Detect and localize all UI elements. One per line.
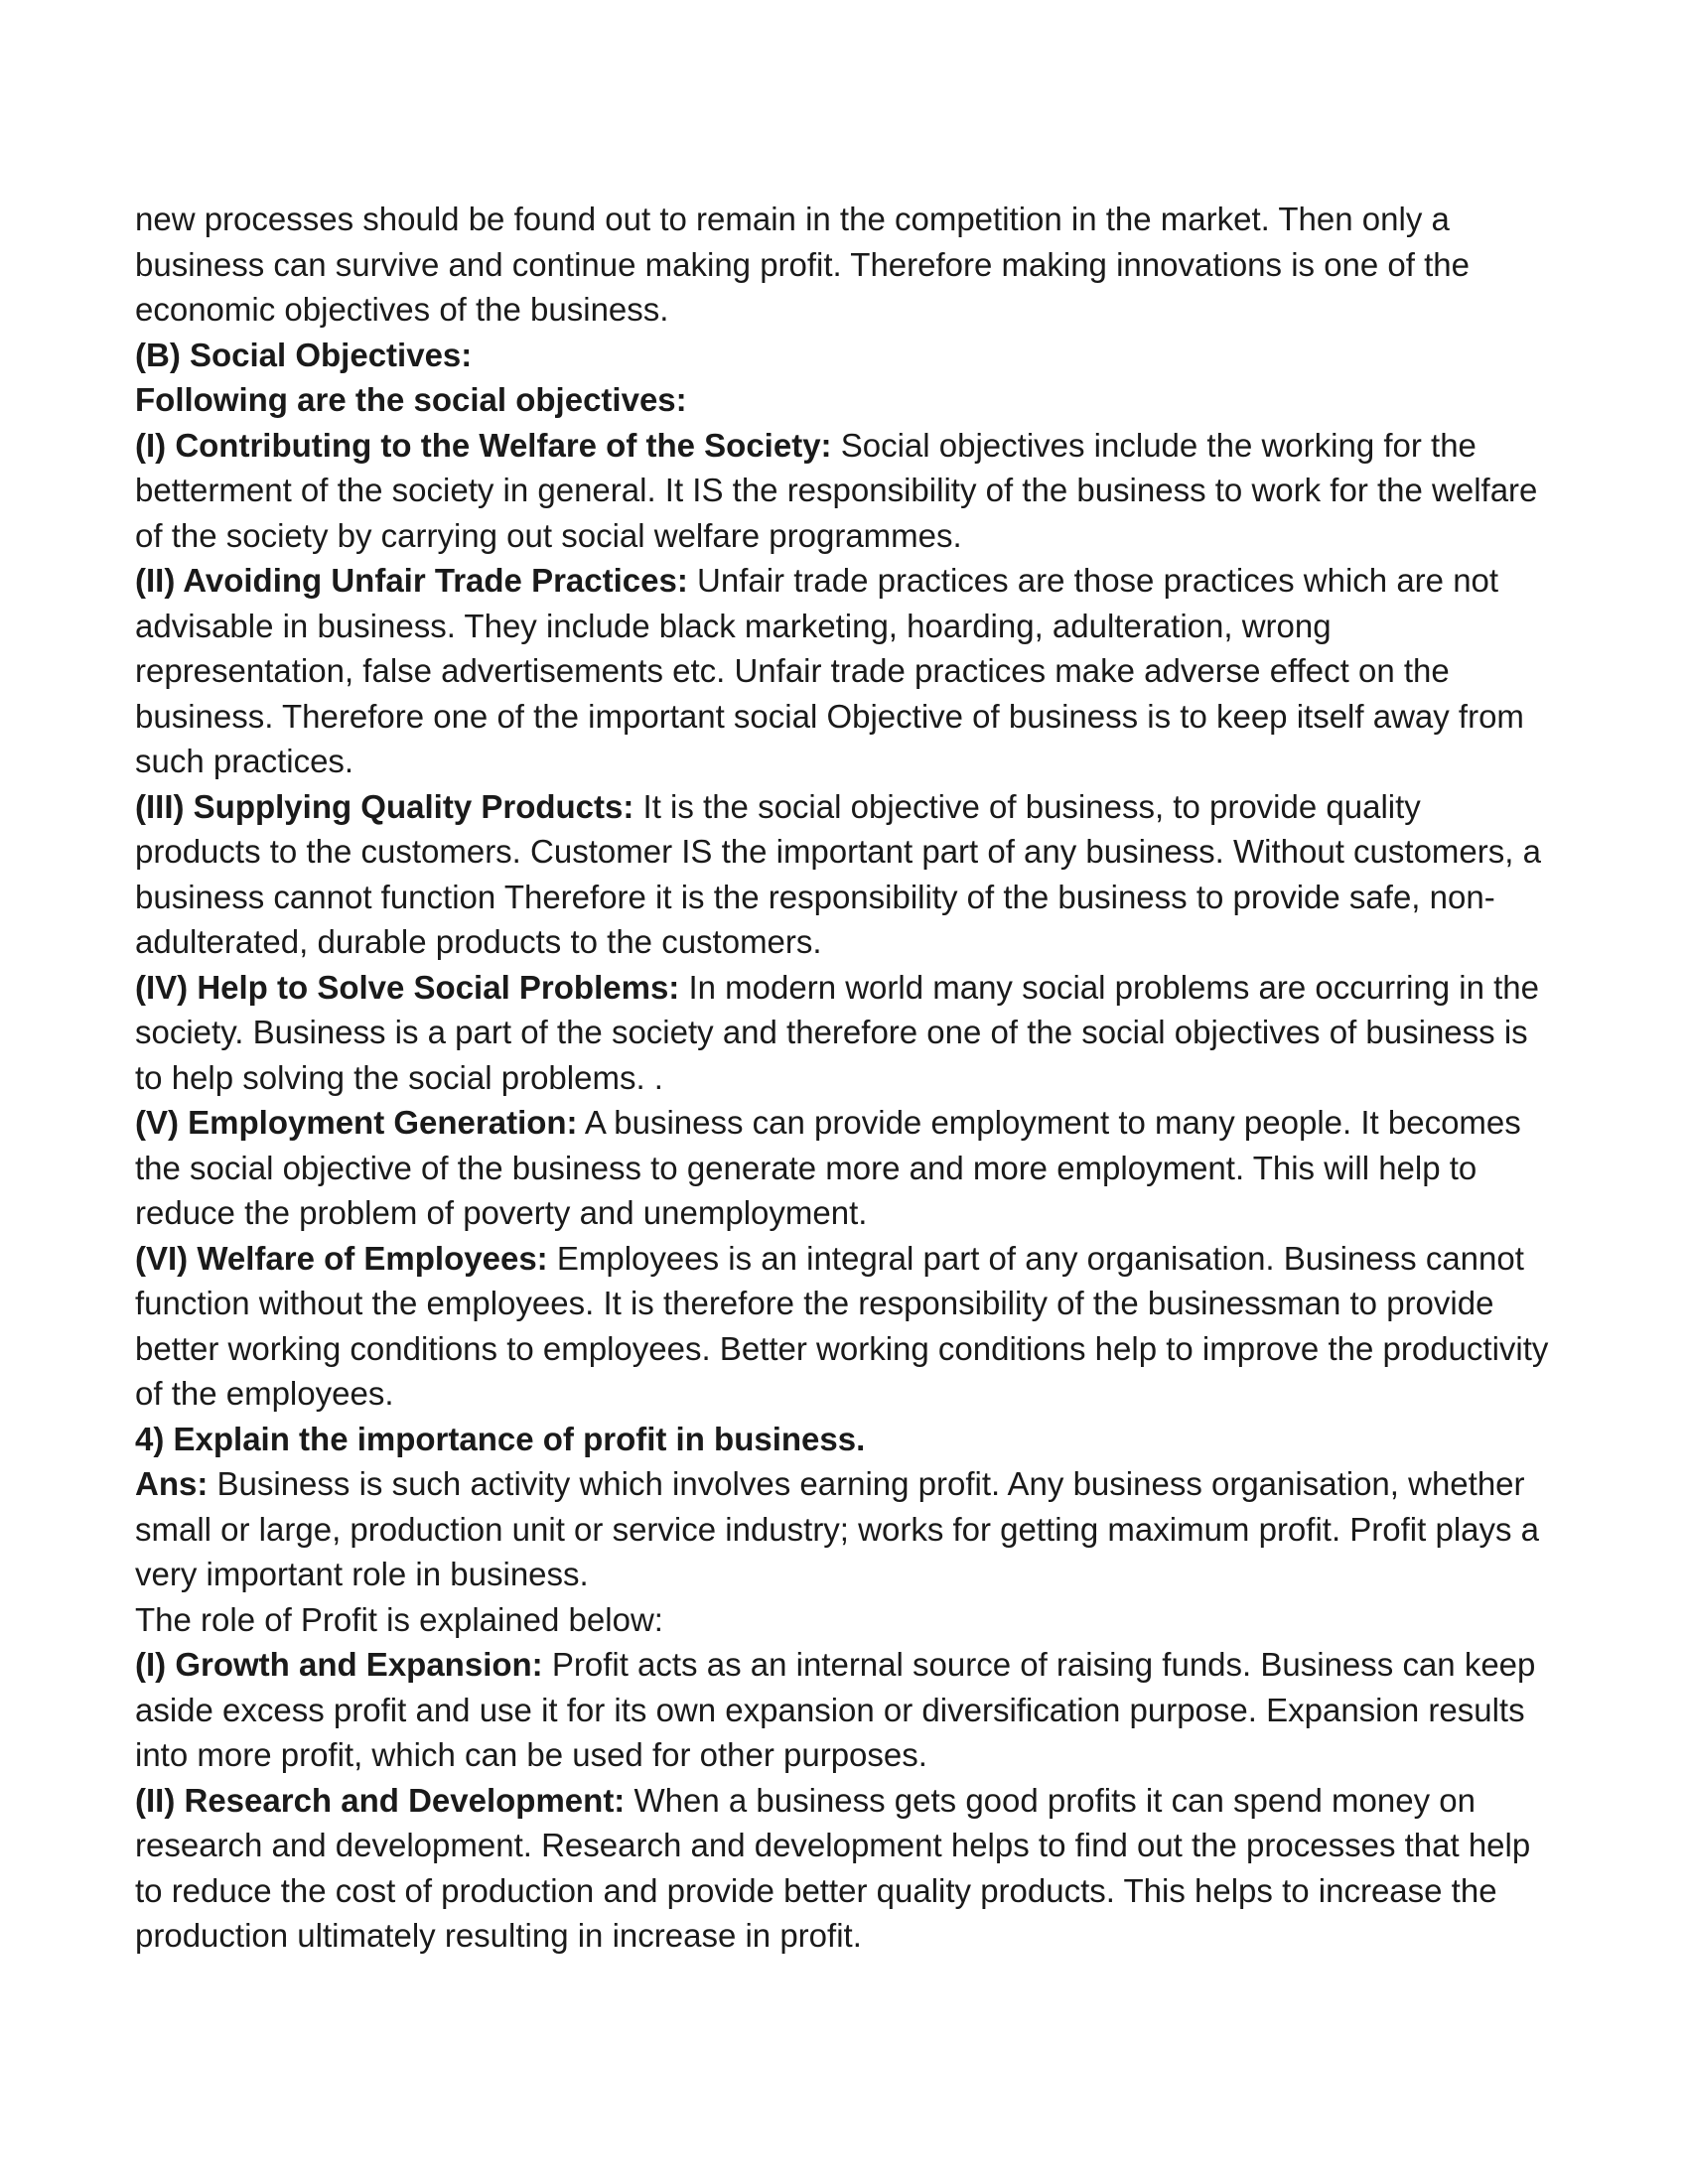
social-item-unfair-trade-practices	[135, 558, 1555, 784]
answer-label: Ans:	[135, 1465, 209, 1502]
social-item-social-problems	[135, 965, 1555, 1101]
intro-paragraph: new processes should be found out to remain in the competition in the market. Then only a business can survive and continue making profit. Therefore making innovations is one of the economic objectives of the business.	[135, 201, 1470, 328]
item-text: Unfair trade practices are those practices which are not advisable in business. They include black marketing, hoarding, adulteration, wrong representation, false advertisements etc. Unfair trade practices make adverse effect on the business. Therefore one of the important social Objective of business is to keep itself away from such practices.	[135, 562, 1524, 779]
answer-paragraph	[135, 1461, 1555, 1597]
social-item-welfare-of-employees	[135, 1236, 1555, 1417]
item-title: (I) Growth and Expansion:	[135, 1646, 543, 1683]
profit-item-research-development	[135, 1778, 1555, 1959]
section-subheading: Following are the social objectives:	[135, 381, 687, 418]
question-heading: 4) Explain the importance of profit in business.	[135, 1420, 866, 1457]
item-text: A business can provide employment to many people. It becomes the social objective of the business to generate more and more employment. This will help to reduce the problem of poverty and unemployment.	[135, 1104, 1521, 1231]
item-title: (I) Contributing to the Welfare of the Society:	[135, 426, 832, 464]
item-text: When a business gets good profits it can spend money on research and development. Research and development helps to find out the processes that help to reduce the cost of production and provide better quality products. This helps to increase the production ultimately resulting in increase in profit.	[135, 1781, 1531, 1954]
answer-text: Business is such activity which involves earning profit. Any business organisation, whether small or large, production unit or service industry; works for getting maximum profit. Profit plays a very important role in business.	[135, 1465, 1540, 1592]
profit-item-growth-expansion	[135, 1642, 1555, 1778]
item-title: (III) Supplying Quality Products:	[135, 787, 634, 825]
section-heading-social-objectives: (B) Social Objectives:	[135, 336, 473, 373]
item-text: Social objectives include the working for the betterment of the society in general. It IS the responsibility of the business to work for the welfare of the society by carrying out social welfare programmes.	[135, 426, 1538, 554]
item-title: (II) Avoiding Unfair Trade Practices:	[135, 562, 688, 599]
item-title: (II) Research and Development:	[135, 1781, 626, 1819]
social-item-welfare-of-society	[135, 423, 1555, 559]
social-item-employment-generation	[135, 1100, 1555, 1236]
item-text: Employees is an integral part of any organisation. Business cannot function without the employees. It is therefore the responsibility of the businessman to provide better working conditions to employees. Better working conditions help to improve the productivity of the employees.	[135, 1239, 1549, 1412]
item-text: In modern world many social problems are occurring in the society. Business is a part of the society and therefore one of the social objectives of business is to help solving the social problems. .	[135, 968, 1540, 1096]
role-intro: The role of Profit is explained below:	[135, 1600, 663, 1638]
item-title: (V) Employment Generation:	[135, 1104, 578, 1141]
item-text: Profit acts as an internal source of raising funds. Business can keep aside excess profit and use it for its own expansion or diversification purpose. Expansion results into more profit, which can be used for other purposes.	[135, 1646, 1536, 1773]
social-item-quality-products	[135, 784, 1555, 965]
item-text: It is the social objective of business, to provide quality products to the customers. Customer IS the important part of any business. Without customers, a business cannot function Therefore it is the responsibility of the business to provide safe, non-adulterated, durable products to the customers.	[135, 787, 1541, 960]
document-page	[135, 197, 1555, 1959]
item-title: (IV) Help to Solve Social Problems:	[135, 968, 680, 1006]
item-title: (VI) Welfare of Employees:	[135, 1239, 548, 1277]
